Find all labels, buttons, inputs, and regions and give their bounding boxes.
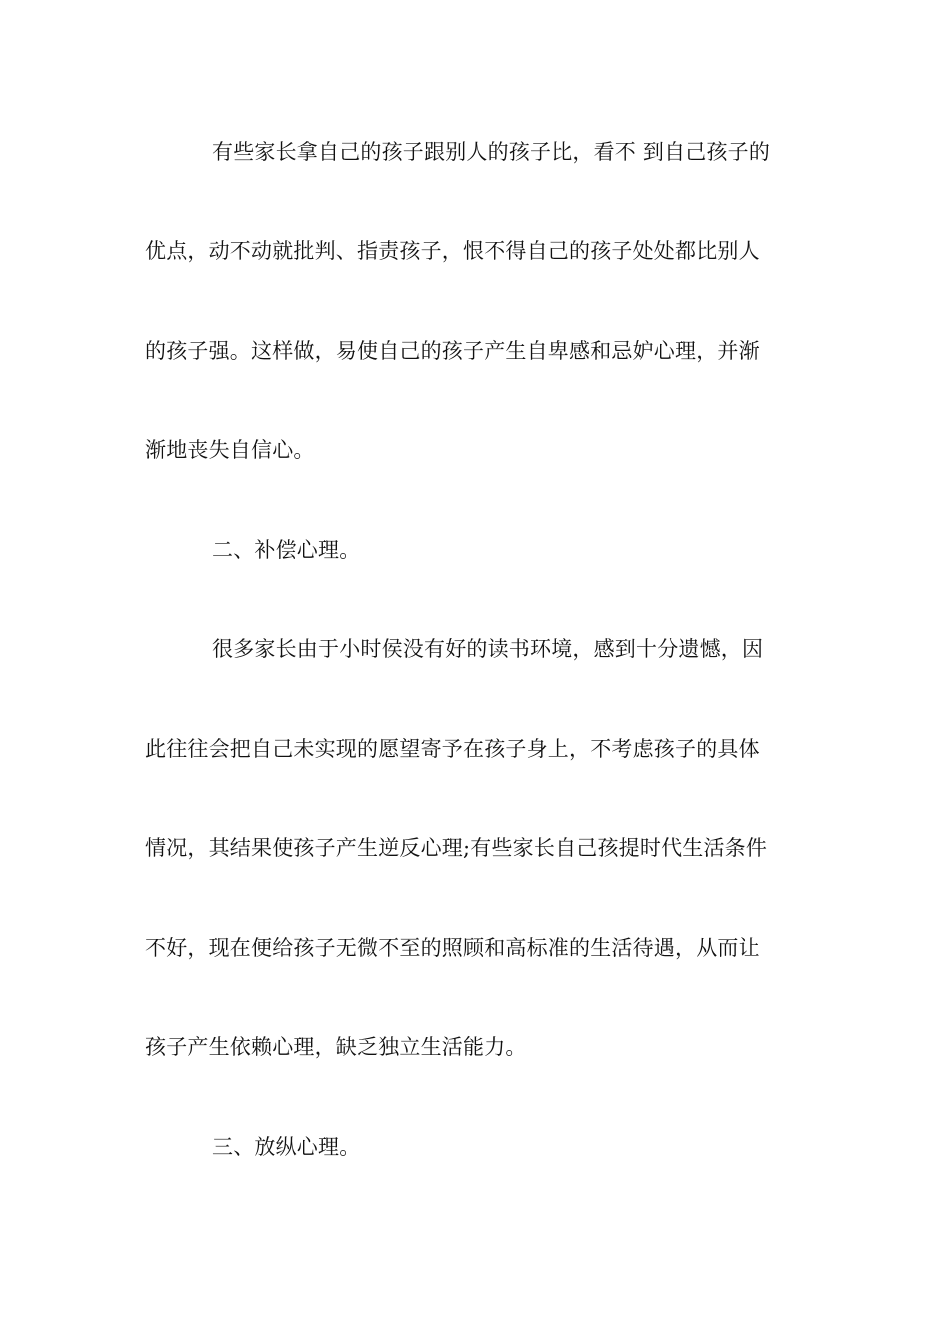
paragraph-1-line-3: 的孩子强。这样做，易使自己的孩子产生自卑感和忌妒心理，并渐 bbox=[145, 339, 760, 363]
paragraph-1-line-1: 有些家长拿自己的孩子跟别人的孩子比，看不 到自己孩子的 bbox=[212, 140, 771, 164]
paragraph-1-line-4: 渐地丧失自信心。 bbox=[145, 438, 315, 462]
paragraph-2-line-2: 此往往会把自己未实现的愿望寄予在孩子身上，不考虑孩子的具体 bbox=[145, 737, 760, 761]
paragraph-1-line-2: 优点，动不动就批判、指责孩子，恨不得自己的孩子处处都比别人 bbox=[145, 239, 760, 263]
paragraph-2-line-3: 情况，其结果使孩子产生逆反心理;有些家长自己孩提时代生活条件 bbox=[145, 836, 768, 860]
paragraph-2-line-1: 很多家长由于小时侯没有好的读书环境，感到十分遗憾，因 bbox=[212, 637, 764, 661]
paragraph-2-line-5: 孩子产生依赖心理，缺乏独立生活能力。 bbox=[145, 1035, 527, 1059]
section-heading-3: 三、放纵心理。 bbox=[212, 1135, 361, 1159]
paragraph-2-line-4: 不好，现在便给孩子无微不至的照顾和高标准的生活待遇，从而让 bbox=[145, 936, 760, 960]
section-heading-2: 二、补偿心理。 bbox=[212, 538, 361, 562]
